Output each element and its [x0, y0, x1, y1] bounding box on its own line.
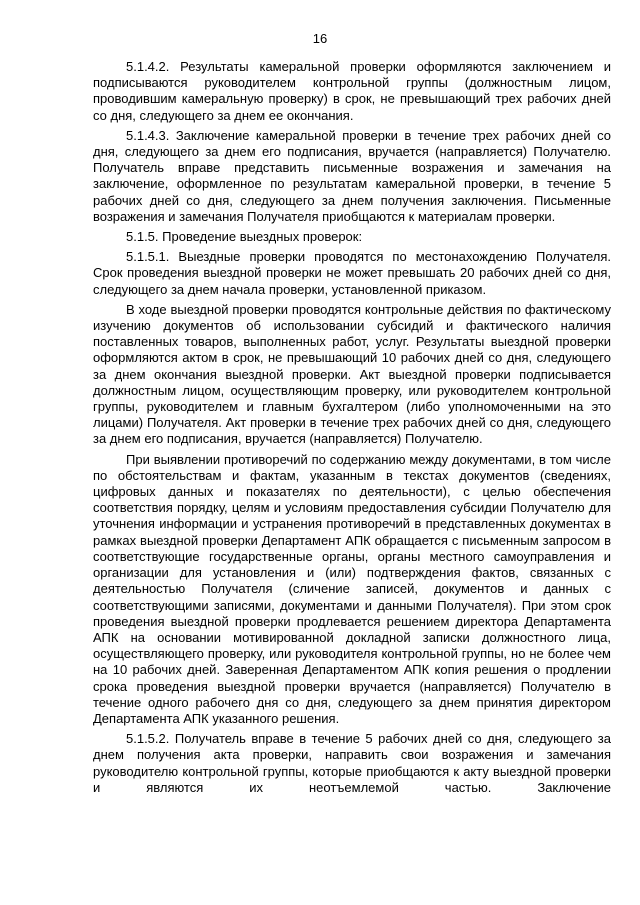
paragraph-5-1-5-1: 5.1.5.1. Выездные проверки проводятся по местонахождению Получателя. Срок проведения выездной проверки не может превышать 20 рабочих дней со дня, следующего за днем начала проверки, установленной приказом.	[93, 249, 611, 297]
document-body	[93, 59, 611, 800]
paragraph-5-1-4-3: 5.1.4.3. Заключение камеральной проверки в течение трех рабочих дней со дня, следующего за днем его подписания, вручается (направляется) Получателю. Получатель вправе представить письменные возражения и замечания на заключение, оформленное по результатам камеральной проверки, в течение 5 рабочих дней со дня, следующего за днем получения заключения. Письменные возражения и замечания Получателя приобщаются к материалам проверки.	[93, 127, 611, 224]
paragraph-5-1-4-2: 5.1.4.2. Результаты камеральной проверки оформляются заключением и подписываются руководителем контрольной группы (должностным лицом, проводившим камеральную проверку) в срок, не превышающий трех рабочих дней со дня, следующего за днем ее окончания.	[93, 59, 611, 123]
paragraph-contradictions: При выявлении противоречий по содержанию между документами, в том числе по обстоятельствам и фактам, указанным в текстах документов (сведениях, цифровых данных и показателях по деятельности), с целью обеспечения соответствия порядку, целям и условиям предоставления субсидии Получателю для уточнения информации и устранения противоречий в представленных документах в рамках выездной проверки Департамент АПК обращается с письменным запросом в соответствующие государственные органы, органы местного самоуправления и организации для установления и (или) подтверждения фактов, связанных с деятельностью Получателя (сличение записей, документов и данных с соответствующими записями, документами и данными Получателя). При этом срок проведения выездной проверки продлевается решением директора Департамента АПК на основании мотивированной докладной записки должностного лица, осуществляющего проверку, или руководителя контрольной группы, но не более чем на 10 рабочих дней. Заверенная Департаментом АПК копия решения о продлении срока проведения выездной проверки вручается (направляется) Получателю в течение одного рабочего дня со дня, следующего за днем принятия директором Департамента АПК указанного решения.	[93, 451, 611, 726]
paragraph-field-inspection: В ходе выездной проверки проводятся контрольные действия по фактическому изучению документов об использовании субсидий и фактического наличия поставленных товаров, выполненных работ, услуг. Результаты выездной проверки оформляются актом в срок, не превышающий 10 рабочих дней со дня, следующего за днем окончания выездной проверки. Акт выездной проверки подписывается должностным лицом, осуществляющим проверку, или руководителем контрольной группы, руководителем и главным бухгалтером (либо уполномоченными на это лицами) Получателя. Акт проверки в течение трех рабочих дней со дня, следующего за днем его подписания, вручается (направляется) Получателю.	[93, 301, 611, 447]
page-number: 16	[312, 31, 328, 46]
paragraph-5-1-5-2: 5.1.5.2. Получатель вправе в течение 5 рабочих дней со дня, следующего за днем получения акта проверки, направить свои возражения и замечания руководителю контрольной группы, которые приобщаются к акту выездной проверки и являются их неотъемлемой частью. Заключение	[93, 731, 611, 795]
paragraph-5-1-5: 5.1.5. Проведение выездных проверок:	[126, 229, 363, 245]
